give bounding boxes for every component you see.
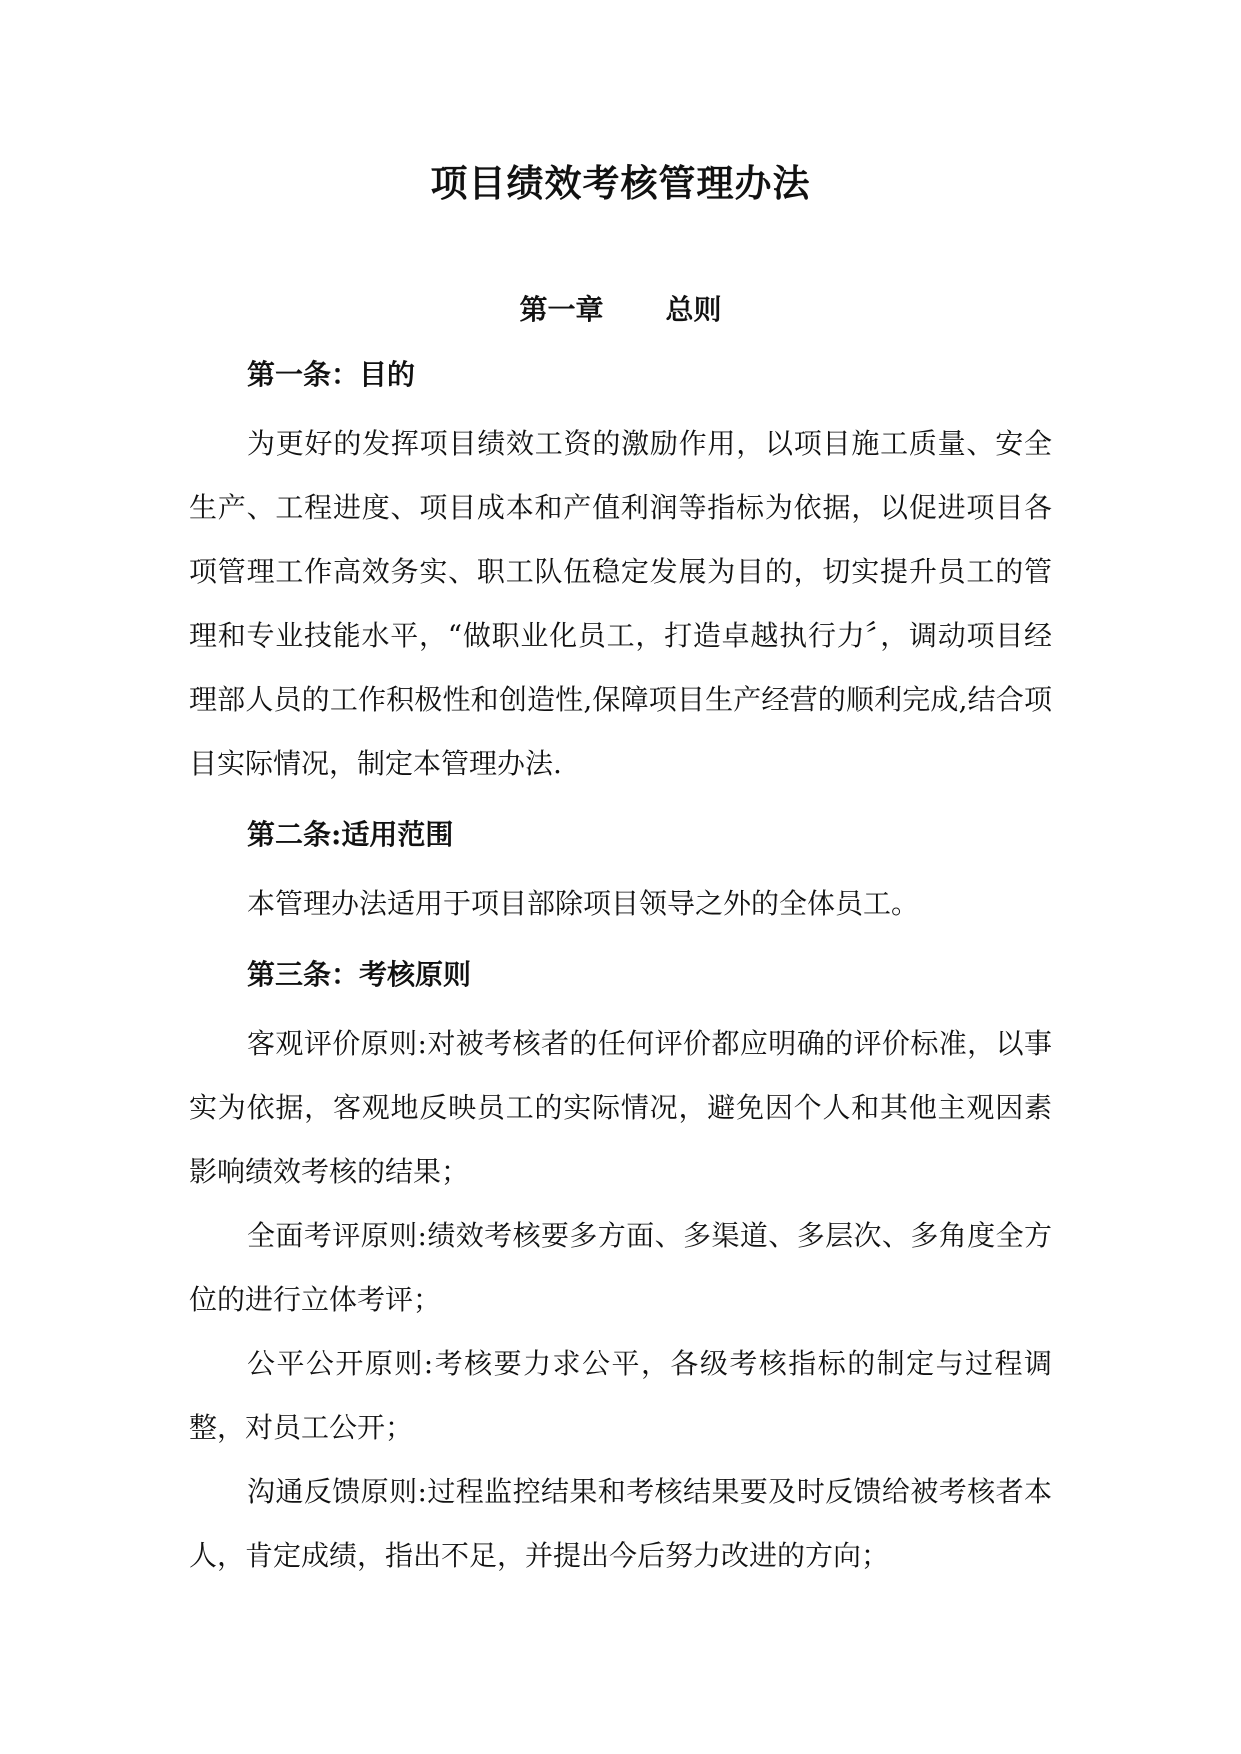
document-title: 项目绩效考核管理办法 xyxy=(430,161,811,205)
article-heading: 第三条：考核原则 xyxy=(247,958,472,991)
chapter-number: 第一章 xyxy=(519,293,604,326)
article-2 xyxy=(189,815,1052,936)
chapter-name: 总则 xyxy=(665,293,722,326)
article-3 xyxy=(189,955,1052,1588)
article-paragraph: 本管理办法适用于项目部除项目领导之外的全体员工。 xyxy=(247,887,920,920)
article-heading: 第二条:适用范围 xyxy=(247,818,454,851)
article-1 xyxy=(189,355,1052,796)
article-paragraph: 沟通反馈原则:过程监控结果和考核结果要及时反馈给被考核者本人，肯定成绩，指出不足，并提出今后努力改进的方向； xyxy=(189,1475,1052,1572)
document-body xyxy=(189,355,1052,1588)
article-paragraph: 全面考评原则:绩效考核要多方面、多渠道、多层次、多角度全方位的进行立体考评； xyxy=(189,1219,1052,1316)
article-paragraph: 客观评价原则:对被考核者的任何评价都应明确的评价标准，以事实为依据，客观地反映员工的实际情况，避免因个人和其他主观因素影响绩效考核的结果； xyxy=(189,1027,1052,1188)
article-heading: 第一条：目的 xyxy=(247,358,416,391)
chapter-heading xyxy=(0,290,1241,330)
article-paragraph: 为更好的发挥项目绩效工资的激励作用，以项目施工质量、安全生产、工程进度、项目成本和产值利润等指标为依据，以促进项目各项管理工作高效务实、职工队伍稳定发展为目的，切实提升员工的管理和专业技能水平，“做职业化员工，打造卓越执行力〞，调动项目经理部人员的工作积极性和创造性,保障项目生产经营的顺利完成,结合项目实际情况，制定本管理办法. xyxy=(189,427,1052,780)
article-paragraph: 公平公开原则:考核要力求公平，各级考核指标的制定与过程调整，对员工公开； xyxy=(189,1347,1052,1444)
